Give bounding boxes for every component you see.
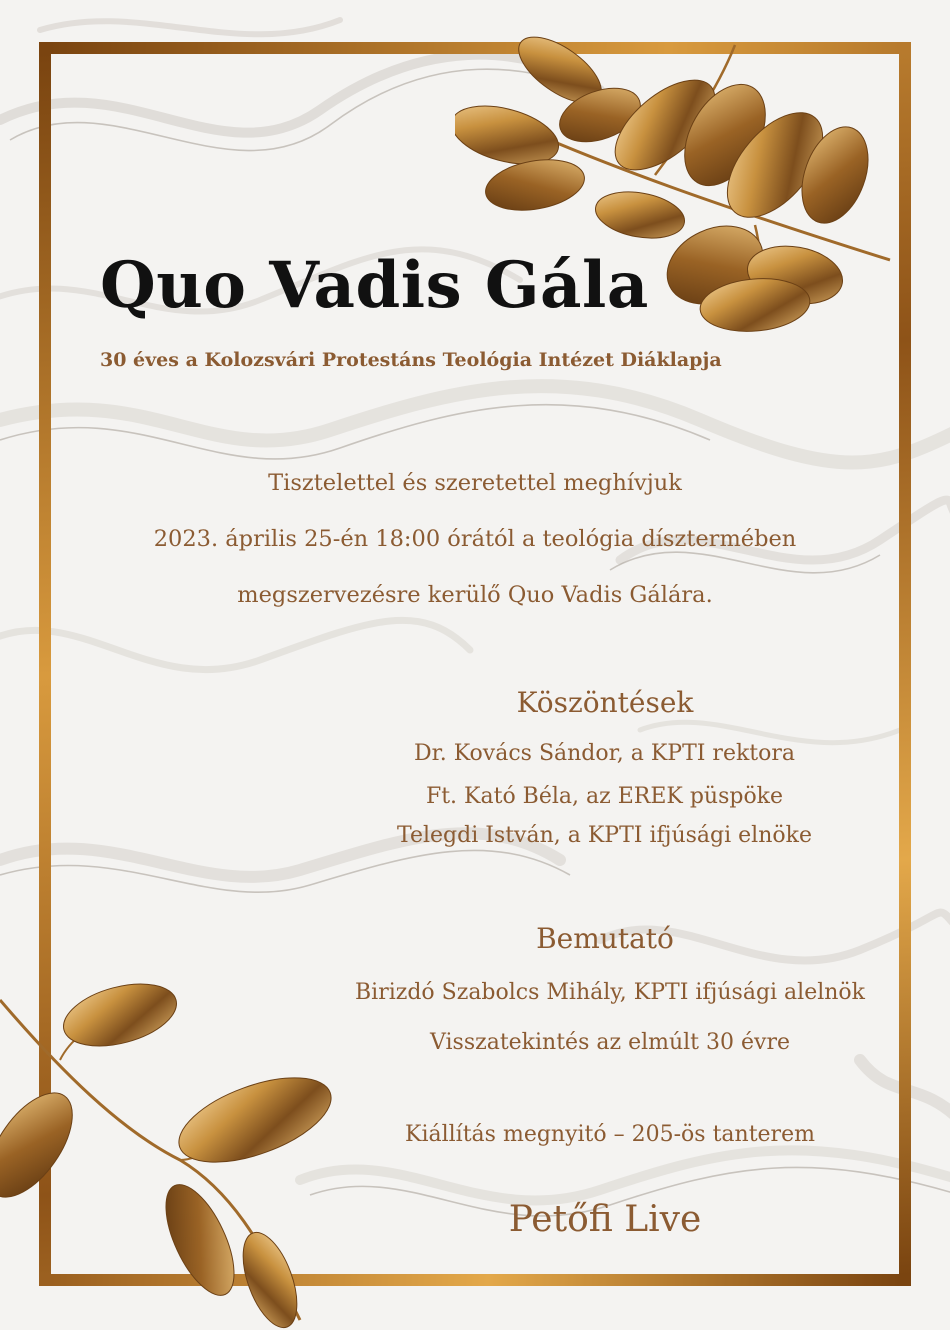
intro-line: megszervezésre kerülő Quo Vadis Gálára.: [237, 582, 713, 608]
exhibition-line: Kiállítás megnyitó – 205-ös tanterem: [405, 1122, 815, 1147]
presentation-line: Birizdó Szabolcs Mihály, KPTI ifjúsági alelnök: [354, 980, 866, 1005]
presentation-heading: Bemutató: [536, 922, 674, 955]
subtitle: 30 éves a Kolozsvári Protestáns Teológia Intézet Diáklapja: [100, 349, 722, 371]
greetings-line: Telegdi István, a KPTI ifjúsági elnöke: [397, 823, 812, 848]
intro-line: 2023. április 25-én 18:00 órától a teológia dísztermében: [153, 526, 797, 552]
gold-leaves-bottom-icon: [0, 980, 350, 1330]
page-title: Quo Vadis Gála: [100, 248, 649, 323]
intro-line: Tisztelettel és szeretettel meghívjuk: [268, 470, 682, 496]
presentation-line: Visszatekintés az elmúlt 30 évre: [430, 1030, 790, 1055]
greetings-line: Ft. Kató Béla, az EREK püspöke: [425, 784, 784, 809]
greetings-line: Dr. Kovács Sándor, a KPTI rektora: [413, 741, 796, 766]
greetings-heading: Köszöntések: [516, 686, 694, 719]
closing-line: Petőfi Live: [508, 1199, 702, 1240]
